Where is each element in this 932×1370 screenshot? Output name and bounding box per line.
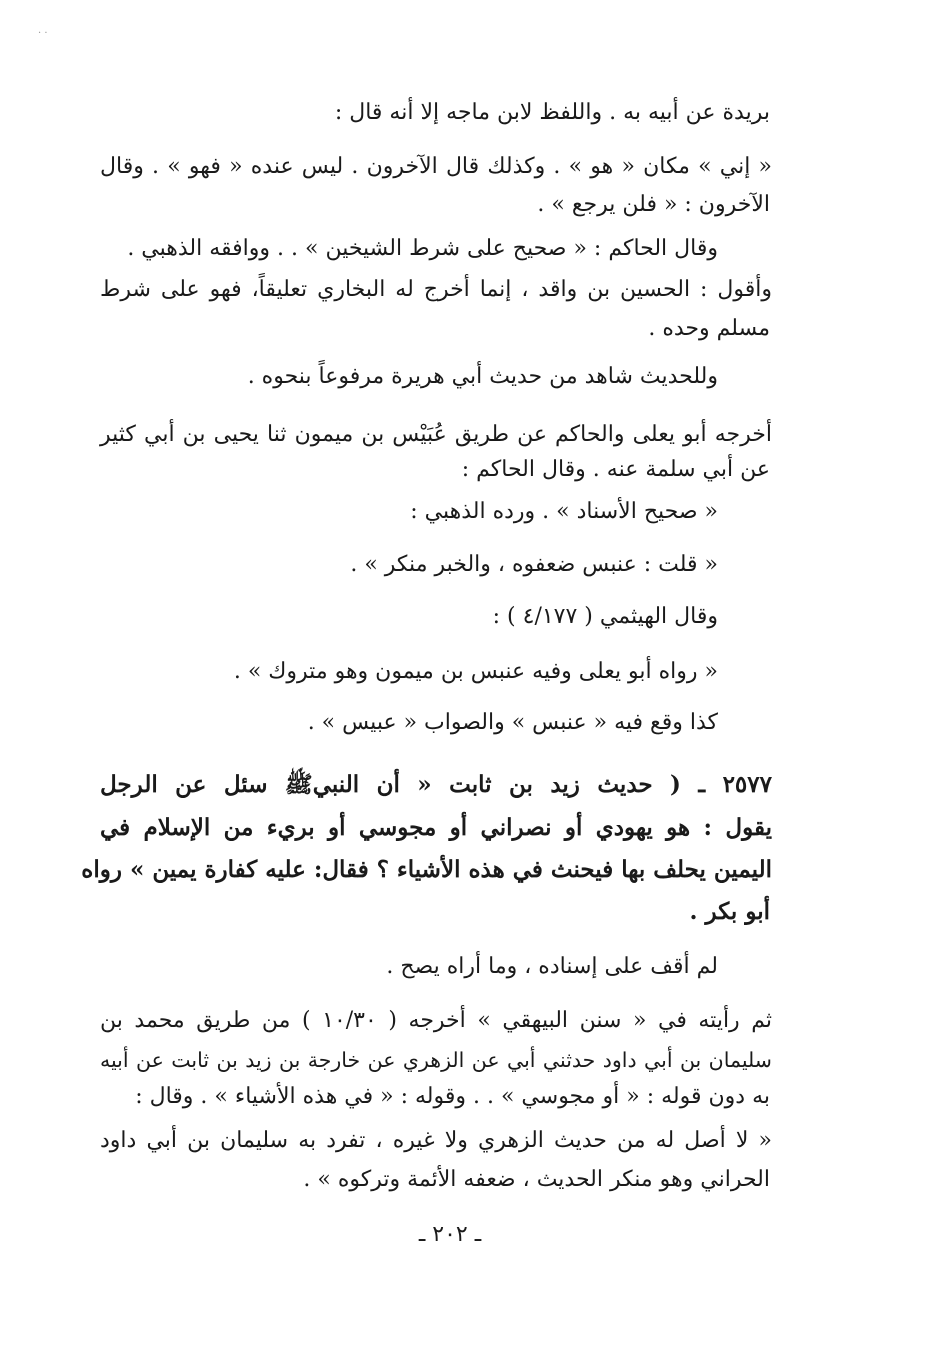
scan-corner-mark: · ·: [38, 28, 48, 39]
text-line-6: مسلم وحده .: [648, 316, 770, 341]
text-line-23: « لا أصل له من حديث الزهري ولا غيره ، تفرد به سليمان بن أبي داود: [100, 1128, 772, 1153]
text-line-14: كذا وقع فيه « عنبس » والصواب « عبيس » .: [307, 710, 718, 735]
text-line-3: الآخرون : « فلن يرجع » .: [537, 192, 770, 217]
hadith-line-3: اليمين يحلف بها فيحنث في هذه الأشياء ؟ فقال: عليه كفارة يمين » رواه: [81, 856, 772, 883]
text-line-22: به دون قوله : « أو مجوسي » . . وقوله : « في هذه الأشياء » . وقال :: [135, 1084, 770, 1109]
text-line-11: « قلت : عنبس ضعفوه ، والخبر منكر » .: [350, 552, 718, 577]
text-line-8: أخرجه أبو يعلى والحاكم عن طريق عُبَيْس بن ميمون ثنا يحيى بن أبي كثير: [100, 422, 772, 447]
page-number: ـ ٢٠٢ ـ: [418, 1222, 482, 1247]
text-line-10: « صحيح الأسناد » . ورده الذهبي :: [410, 499, 718, 524]
text-line-7: وللحديث شاهد من حديث أبي هريرة مرفوعاً بنحوه .: [247, 364, 718, 389]
text-line-4: وقال الحاكم : « صحيح على شرط الشيخين » . . ووافقه الذهبي .: [127, 236, 718, 261]
text-line-12: وقال الهيثمي ( ٤/١٧٧ ) :: [492, 604, 718, 629]
hadith-line-1: ٢٥٧٧ ـ ( حديث زيد بن ثابت « أن النبيﷺ سئل عن الرجل: [100, 771, 772, 798]
text-line-2: « إني » مكان « هو » . وكذلك قال الآخرون . ليس عنده « فهو » . وقال: [100, 154, 772, 179]
hadith-line-2: يقول : هو يهودي أو نصراني أو مجوسي أو بريء من الإسلام في: [100, 814, 772, 841]
text-line-5: وأقول : الحسين بن واقد ، إنما أخرج له البخاري تعليقاً، فهو على شرط: [100, 277, 772, 302]
text-line-1: بريدة عن أبيه به . واللفظ لابن ماجه إلا أنه قال :: [334, 100, 770, 125]
text-line-13: « رواه أبو يعلى وفيه عنبس بن ميمون وهو متروك » .: [233, 659, 718, 684]
text-line-20: ثم رأيته في « سنن البيهقي » أخرجه ( ١٠/٣٠ ) من طريق محمد بن: [100, 1008, 772, 1033]
hadith-line-4: أبو بكر .: [689, 898, 770, 925]
text-line-21: سليمان بن أبي داود حدثني أبي عن الزهري عن خارجة بن زيد بن ثابت عن أبيه: [100, 1048, 772, 1072]
text-line-9: عن أبي سلمة عنه . وقال الحاكم :: [461, 457, 770, 482]
text-line-24: الحراني وهو منكر الحديث ، ضعفه الأئمة وتركوه » .: [303, 1167, 770, 1192]
text-line-19: لم أقف على إسناده ، وما أراه يصح .: [386, 954, 718, 979]
